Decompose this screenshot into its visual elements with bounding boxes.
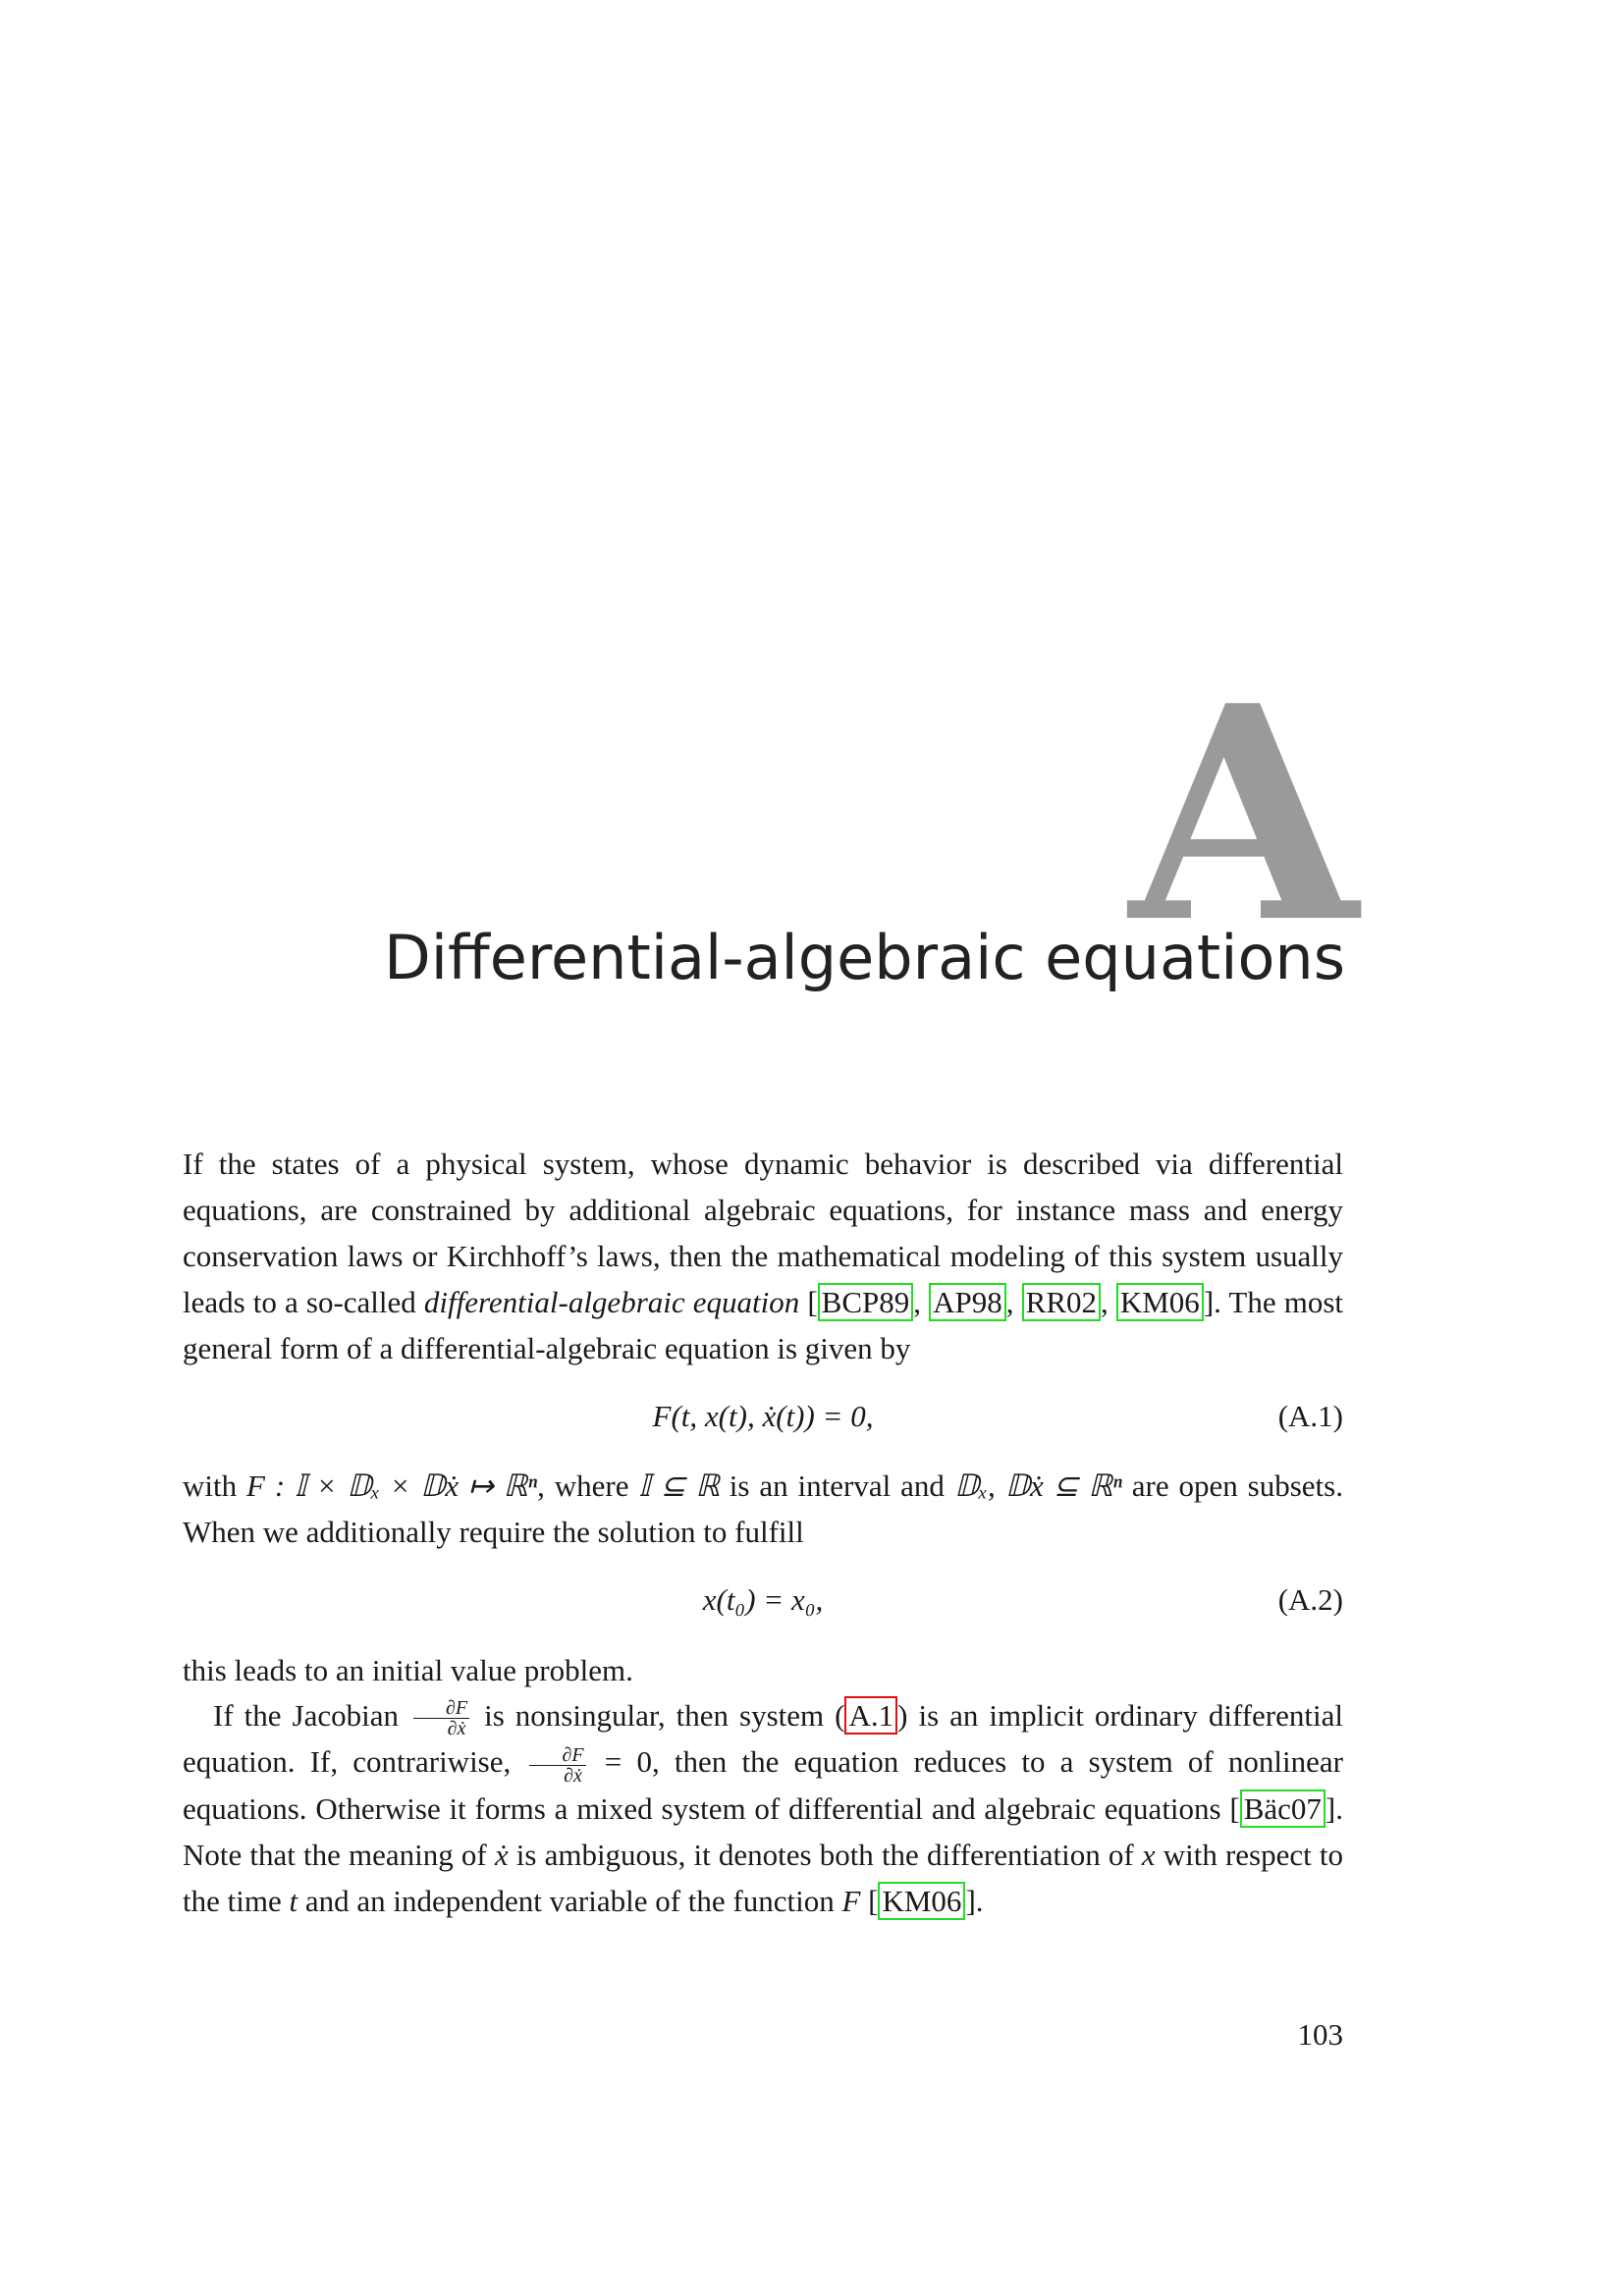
paragraph-jacobian: If the Jacobian $\frac{\partial F}{\text{∂ẋ}}$ is nonsingular, then system ( A.1 ) is an implicit ordinary differential equation. If, contrariwise, $\frac{\partial F}{\text{∂ẋ}}$ = 0, then the equation reduces to a system of nonlinear equations. Otherwise it forms a mixed system of differential and algebraic equations [ Bäc07 ]. Note that the meaning of ẋ is ambiguous, it denotes both the differentiation of x with respect to the time t and an independent variable of the function F [ KM06 ]. [183, 1697, 1343, 1918]
inline-math: F : 𝕀 × 𝔻ₓ × 𝔻ẋ ↦ ℝⁿ [246, 1468, 538, 1503]
page-number: 103 [1297, 2017, 1343, 2052]
equation-number: (A.1) [1277, 1399, 1343, 1433]
chapter-letter: A [1129, 641, 1358, 988]
inline-math: 𝕀 ⊆ ℝ [638, 1468, 720, 1503]
equation-number: (A.2) [1277, 1582, 1343, 1617]
paragraph-intro: If the states of a physical system, whose dynamic behavior is described via differential equations, are constrained by additional algebraic equations, for instance mass and energy conservation laws or Kirchhoff’s laws, then the mathematical modeling of this system usually leads to a so-called differential-algebraic equation [ BCP89 , AP98 , RR02 , KM06 ]. The most general form of a differential-algebraic equation is given by [183, 1147, 1344, 1365]
emphasis-term: differential-algebraic equation [423, 1285, 800, 1319]
citation-link[interactable]: KM06 [878, 1882, 965, 1920]
paragraph-definition: with F : 𝕀 × 𝔻ₓ × 𝔻ẋ ↦ ℝⁿ, where 𝕀 ⊆ ℝ is an interval and 𝔻ₓ, 𝔻ẋ ⊆ ℝⁿ are open subsets. When we additionally require the solution to fulfill [183, 1468, 1343, 1549]
equation-math: x(t₀) = x₀, [702, 1582, 824, 1617]
equation-a1 [183, 1399, 1343, 1448]
citation-link[interactable]: BCP89 [818, 1283, 914, 1321]
citation-link[interactable]: KM06 [1116, 1283, 1204, 1321]
equation-reference-link[interactable]: A.1 [844, 1696, 897, 1735]
citation-link[interactable]: RR02 [1022, 1283, 1101, 1321]
fraction: $\frac{\partial F}{\text{∂ẋ}}$ [529, 1745, 585, 1786]
equation-math: F(t, x(t), ẋ(t)) = 0, [652, 1399, 874, 1433]
inline-math: 𝔻ₓ, 𝔻ẋ ⊆ ℝⁿ [953, 1468, 1122, 1503]
paragraph-ivp: this leads to an initial value problem. [183, 1653, 633, 1687]
fraction: $\frac{\partial F}{\text{∂ẋ}}$ [413, 1698, 469, 1738]
chapter-title: Differential-algebraic equations [384, 922, 1345, 993]
citation-link[interactable]: Bäc07 [1240, 1789, 1325, 1828]
equation-a2 [183, 1582, 1343, 1631]
citation-link[interactable]: AP98 [929, 1283, 1006, 1321]
